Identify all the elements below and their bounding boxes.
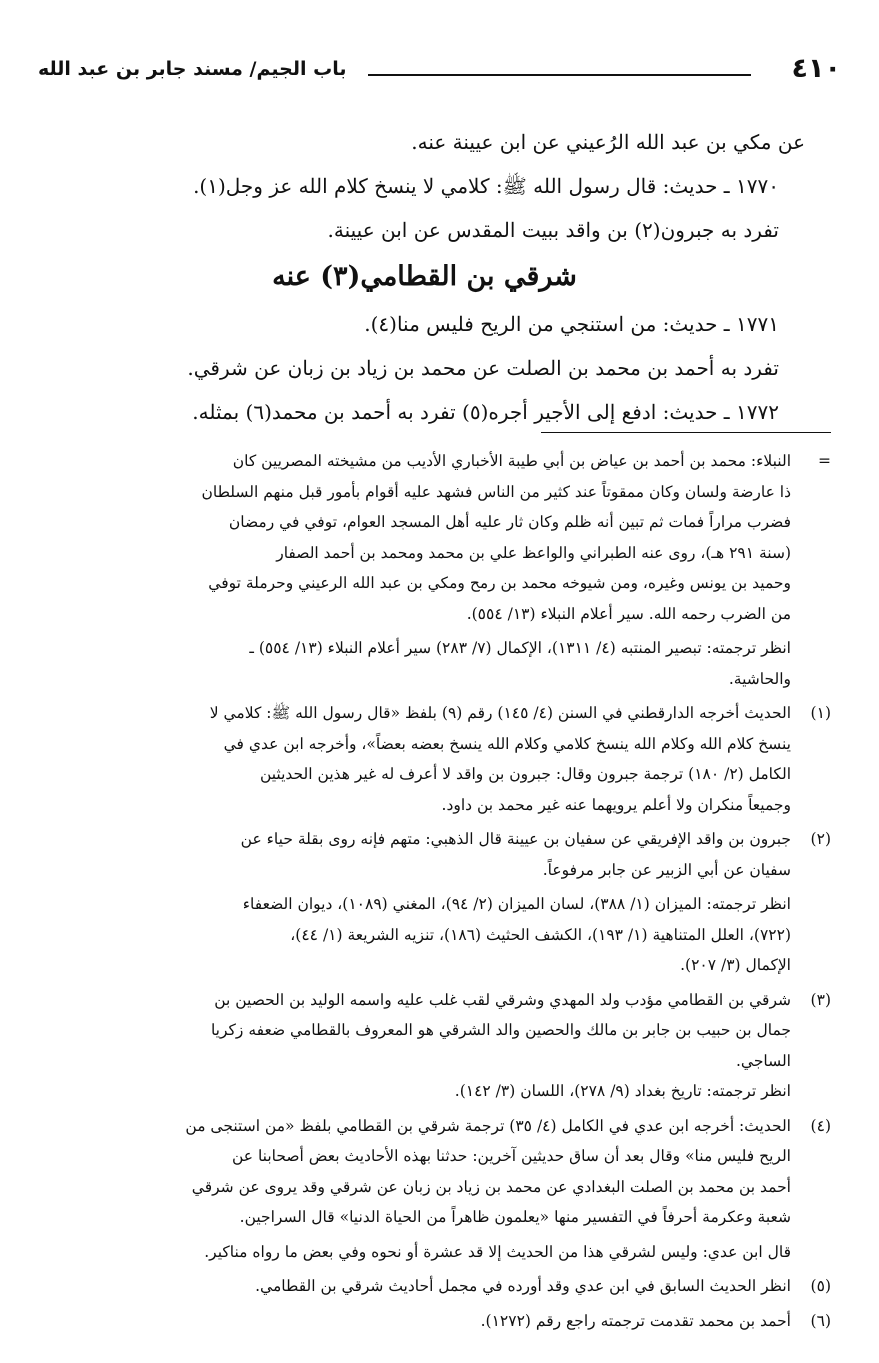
footnote-line: من الضرب رحمه الله. سير أعلام النبلاء (١٣/ ٥٥٤). [466,604,791,623]
footnote-line: جمال بن حبيب بن جابر بن مالك والحصين والد الشرقي هو المعروف بالقطامي ضعفه زكريا [210,1021,791,1039]
footnotes [42,446,831,1336]
footnote-line: (٧٢٢)، العلل المتناهية (١/ ١٩٣)، الكشف الحثيث (١٨٦)، تنزيه الشريعة (١/ ٤٤)، [290,925,791,944]
footnote-line: أحمد بن محمد تقدمت ترجمته راجع رقم (١٢٧٢). [480,1311,791,1330]
footnote-1 [42,698,831,820]
footnote-line: وحميد بن يونس وغيره، ومن شيوخه محمد بن رمح ومكي بن عبد الله الرعيني وحرملة توفي [208,574,791,592]
hadith-1772: ١٧٧٢ ـ حديث: ادفع إلى الأجير أجره(٥) تفرد به أحمد بن محمد(٦) بمثله. [192,400,779,424]
footnote-line: ينسخ كلام الله وكلام الله ينسخ كلامي وكلام الله ينسخ بعضه بعضاً»، وأخرجه ابن عدي في [223,734,791,753]
footnote-line: انظر ترجمته: تاريخ بغداد (٩/ ٢٧٨)، اللسان (٣/ ١٤٢). [454,1082,791,1100]
footnote-line: الكامل (٢/ ١٨٠) ترجمة جبرون وقال: جبرون بن واقد لا أعرف له غير هذين الحديثين [259,765,791,783]
page-number: ٤١٠ [791,53,841,84]
text-line: تفرد به أحمد بن محمد بن الصلت عن محمد بن زياد بن زبان عن شرقي. [187,356,779,380]
footnote-line: أحمد بن محمد بن الصلت البغدادي عن محمد بن زياد بن زبان عن شرقي وقد يروى عن شرقي [191,1177,791,1196]
footnote-line: سفيان عن أبي الزبير عن جابر مرفوعاً. [542,860,791,879]
footnote-line: والحاشية. [728,669,791,688]
footnote-line: الحديث: أخرجه ابن عدي في الكامل (٤/ ٣٥) ترجمة شرقي بن القطامي بلفظ «من استنجى من [185,1116,791,1135]
footnote-marker: (٣) [810,990,831,1009]
footnote-line: الإكمال (٣/ ٢٠٧). [680,956,791,974]
footnote-line: فضرب مراراً فمات ثم تبين أنه ظلم وكان ثار عليه أهل المسجد العوام، توفي في رمضان [228,513,791,531]
footnote-line: انظر ترجمته: تبصير المنتبه (٤/ ١٣١١)، الإكمال (٧/ ٢٨٣) سير أعلام النبلاء (١٣/ ٥٥٤) ـ [249,639,791,657]
footnote-continuation [42,446,831,694]
running-title: باب الجيم/ مسند جابر بن عبد الله [38,58,347,80]
running-header [38,52,841,86]
footnote-3 [42,985,831,1107]
text-line: عن مكي بن عبد الله الرُعيني عن ابن عيينة عنه. [411,130,805,154]
section-heading: شرقي بن القطامي(٣) عنه [272,261,577,292]
footnote-4 [42,1111,831,1268]
hadith-1771: ١٧٧١ ـ حديث: من استنجي من الريح فليس منا(٤). [364,312,779,336]
footnote-5 [42,1271,831,1302]
footnote-marker: (٥) [810,1277,831,1295]
footnote-line: (سنة ٢٩١ هـ)، روى عنه الطبراني والواعظ علي بن محمد ومحمد بن أحمد الصفار [276,543,791,562]
header-rule [368,74,751,76]
footnote-line: وجميعاً منكران ولا أعلم يرويهما عنه غير محمد بن داود. [441,795,791,814]
footnote-line: انظر ترجمته: الميزان (١/ ٣٨٨)، لسان الميزان (٢/ ٩٤)، المغني (١٠٨٩)، ديوان الضعفاء [242,895,791,913]
footnote-line: قال ابن عدي: وليس لشرقي هذا من الحديث إلا قد عشرة أو نحوه وفي بعض ما رواه مناكير. [204,1242,791,1261]
footnote-line: انظر الحديث السابق في ابن عدي وقد أورده في مجمل أحاديث شرقي بن القطامي. [255,1277,791,1295]
footnote-line: جبرون بن واقد الإفريقي عن سفيان بن عيينة قال الذهبي: متهم فإنه روى بقلة حياء عن [240,830,791,848]
footnote-marker: = [818,452,831,470]
footnote-2 [42,824,831,981]
footnote-line: ذا عارضة ولسان وكان ممقوتاً عند كثير من الناس فشهد عليه أقوام بأمور قبل منهم السلطان [201,482,791,501]
footnote-marker: (٢) [810,830,831,848]
footnote-line: شعبة وعكرمة أحرفاً في التفسير منها «يعلمون ظاهراً من الحياة الدنيا» قال السراجين. [239,1208,791,1226]
footnote-line: الحديث أخرجه الدارقطني في السنن (٤/ ١٤٥) رقم (٩) بلفظ «قال رسول الله ﷺ: كلامي لا [209,704,791,722]
footnote-separator [541,432,831,433]
footnote-line: الريح فليس منا» وقال بعد أن ساق حديثين آخرين: حدثنا بهذه الأحاديث بعض أصحابنا عن [231,1147,791,1165]
text-line: تفرد به جبرون(٢) بن واقد ببيت المقدس عن ابن عيينة. [327,218,779,242]
footnote-line: النبلاء: محمد بن أحمد بن عياض بن أبي طيبة الأخباري الأديب من مشيخته المصريين كان [232,452,791,470]
footnote-line: الساجي. [735,1051,791,1070]
footnote-line: شرقي بن القطامي مؤدب ولد المهدي وشرقي لقب غلب عليه واسمه الوليد بن الحصين بن [214,990,791,1009]
footnote-marker: (٦) [810,1311,831,1330]
footnote-6 [42,1306,831,1337]
main-text [70,120,805,434]
hadith-1770: ١٧٧٠ ـ حديث: قال رسول الله ﷺ: كلامي لا ينسخ كلام الله عز وجل(١). [193,174,779,198]
footnote-marker: (٤) [810,1116,831,1135]
footnote-marker: (١) [810,704,831,722]
